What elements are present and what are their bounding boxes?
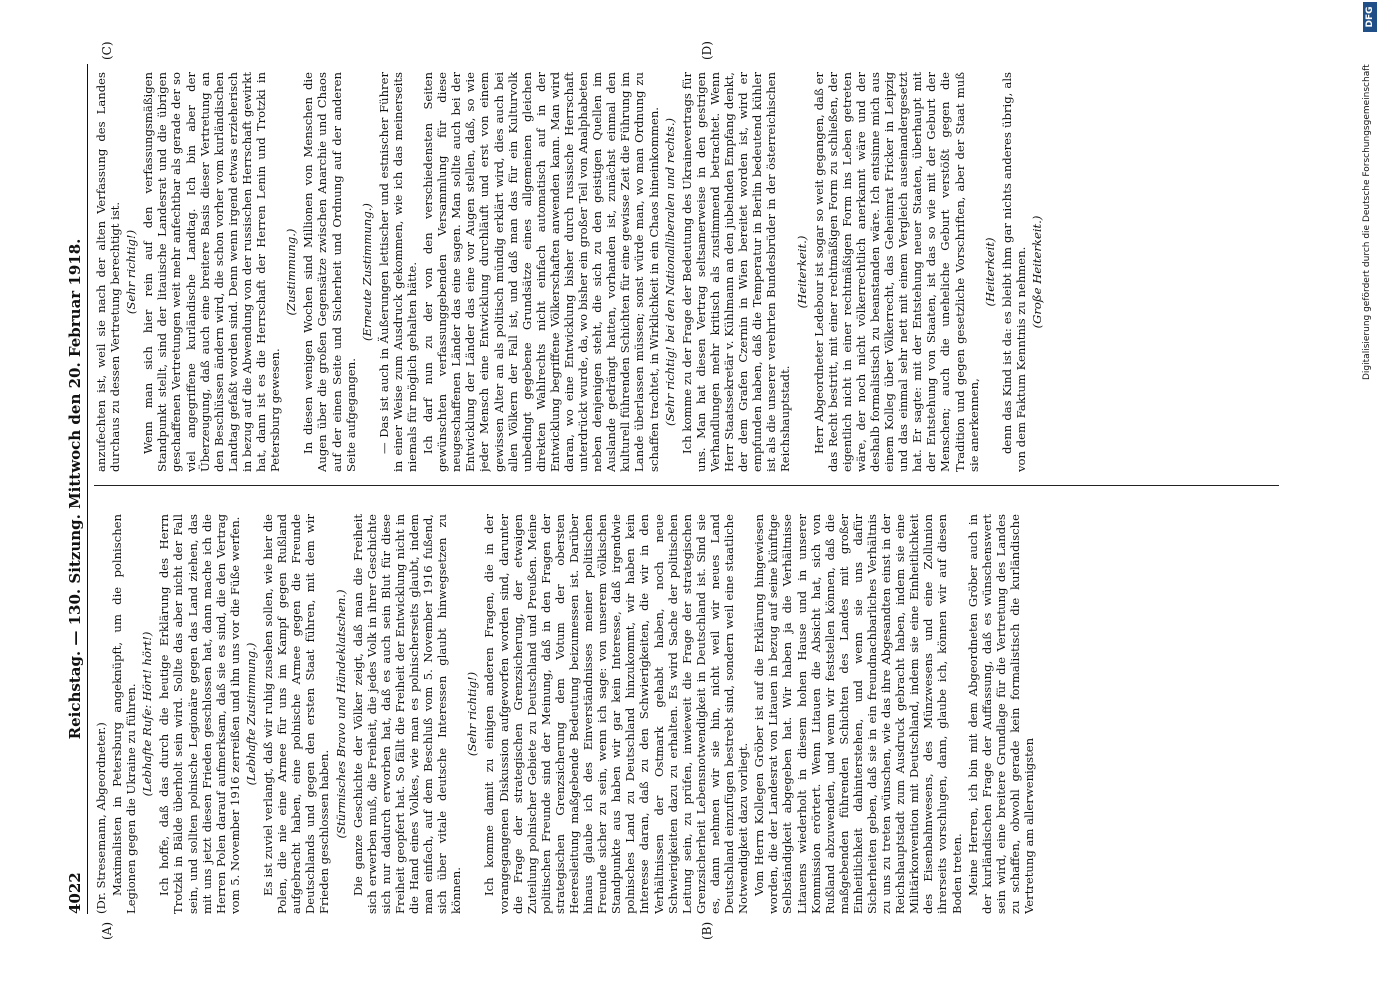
paragraph: denn das Kind ist da: es bleibt ihm gar nichts anderes übrig, als von dem Faktum Kenntnis zu nehmen. bbox=[999, 72, 1028, 472]
page-header bbox=[55, 64, 88, 914]
paragraph: Ich hoffe, daß das durch die heutige Erklärung des Herrn Trotzki in Bälde überholt sein wird. Sollte das aber nicht der Fall sein, und sollten polnische Legionäre gegen das Land ziehen, das mit uns jetzt diesen Frieden geschlossen hat, dann mache ich die Herren Polen darauf aufmerksam, daß sie es sind, die den Vertrag vom 5. November 1916 zerreißen und ihn uns vor die Füße werfen. bbox=[157, 514, 242, 914]
remark: (Zustimmung.) bbox=[284, 228, 299, 316]
margin-marker-c: (C) bbox=[100, 41, 114, 60]
dfg-logo: DFG bbox=[1363, 2, 1377, 32]
paragraph: Wenn man sich hier rein auf den verfassungsmäßigen Standpunkt stellt, sind der litauische Landesrat und die übrigen geschaffenen Vertretungen weit mehr anfechtbar als gerade der so viel angegriffene kurländische Landtag. Ich bin aber der Überzeugung, daß auch eine breitere Basis dieser Vertretung an den Beschlüssen ändern wird, die schon vorher vom kurländischen Landtag gefaßt worden sind. Denn wenn irgend etwas erzieherisch in bezug auf die Abwendung von der russischen Herrschaft gewirkt hat, dann ist es die Herrschaft der Herren Lenin und Trotzki in Petersburg gewesen. bbox=[141, 72, 283, 472]
remark: (Erneute Zustimmung.) bbox=[359, 203, 374, 341]
remark: (Sehr richtig!) bbox=[465, 671, 480, 757]
paragraph: anzufechten ist, weil sie nach der alten Verfassung des Landes durchaus zu dessen Vertretung berechtigt ist. bbox=[94, 72, 123, 472]
page-number: 4022 bbox=[66, 872, 84, 914]
paragraph: Herr Abgeordneter Ledebour ist sogar so weit gegangen, daß er das Recht bestritt, mit einer rechtmäßigen Form zu schließen, der eigentlich nicht in einer rechtmäßigen Form ins Leben getreten wäre, der noch nicht völkerrechtlich anerkannt wäre und der deshalb formalistisch zu beanstanden wäre. Ich entsinne mich aus einem Kolleg über Völkerrecht, das Geheimrat Fricker in Leipzig und das einmal sehr nett mit einem Vergleich auseinandergesetzt hat. Er sagte: mit der Entstehung neuer Staaten, überhaupt mit der Entstehung von Staaten, ist das so wie mit der Geburt der Menschen; auch die uneheliche Geburt verstößt gegen die Tradition und gegen gesetzliche Vorschriften, aber der Staat muß sie anerkennen, bbox=[811, 72, 981, 472]
remark: (Sehr richtig! bei den Nationalliberalen und rechts.) bbox=[662, 117, 677, 427]
column-divider bbox=[94, 485, 1279, 486]
margin-marker-d: (D) bbox=[700, 41, 714, 60]
paragraph: In diesen wenigen Wochen sind Millionen von Menschen die Augen über die großen Gegensätze zwischen Anarchie und Chaos auf der einen Seite und Sicherheit und Ordnung auf der anderen Seite aufgegangen. bbox=[301, 72, 358, 472]
paragraph: Meine Herren, ich bin mit dem Abgeordneten Gröber auch in der kurländischen Frage der Auffassung, daß es wünschenswert sein wird, eine breitere Grundlage für die Vertretung des Landes zu schaffen, obwohl gerade kein formalistisch die kurländische Vertretung am allerwenigsten bbox=[965, 514, 1036, 914]
paragraph: Es ist zuviel verlangt, daß wir ruhig zusehen sollen, wie hier die Polen, die nie eine Armee für uns im Kampf gegen Rußland aufgebracht haben, eine polnische Armee gegen die Freunde Deutschlands und gegen den ersten Staat führen, mit dem wir Frieden geschlossen haben. bbox=[261, 514, 332, 914]
remark: (Sehr richtig!) bbox=[124, 229, 139, 315]
speaker-line: (Dr. Stresemann, Abgeordneter.) bbox=[94, 722, 108, 914]
remark: (Lebhafte Rufe: Hört! hört!) bbox=[140, 631, 155, 797]
paragraph: Ich darf nun zu der von den verschiedensten Seiten gewünschten verfassunggebenden Versammlung für diese neugeschaffenen Länder das eine sagen. Man sollte auch bei der Entwicklung der Länder das eine vor Augen stellen, daß, so wie jeder Mensch eine Entwicklung durchläuft und erst von einem gewissen Alter an als politisch mündig erklärt wird, dies auch bei allen Völkern der Fall ist, und daß man das für ein Kulturvolk unbedingt gegebene Grundsätze eines allgemeinen gleichen direkten Wahlrechts nicht einfach automatisch auf in der Entwicklung begriffene Völkerschaften anwenden kann. Man wird daran, wo eine Entwicklung bisher durch russische Herrschaft unterdrückt wurde, da, wo bisher ein großer Teil von Analphabeten neben denjenigen steht, die sich zu den geistigen Quellen im Auslande gedrängt hatten, vorhanden ist, zunächst einmal den kulturell führenden Schichten für eine gewisse Zeit die Führung im Lande überlassen müssen; sonst würde man, wo man Ordnung zu schaffen trachtet, in Wirklichkeit in ein Chaos hineinkommen. bbox=[421, 72, 661, 472]
page-title: Reichstag. — 130. Sitzung. Mittwoch den 20. Februar 1918. bbox=[66, 238, 84, 740]
remark: (Stürmisches Bravo und Händeklatschen.) bbox=[333, 589, 348, 839]
paragraph: Vom Herrn Kollegen Gröber ist auf die Erklärung hingewiesen worden, die der Landesrat von Litauen in bezug auf seine künftige Selbständigkeit abgegeben hat. Wir haben ja die Verhältnisse Litauens wiederholt in diesem hohen Hause und in unserer Kommission erörtert. Wenn Litauen die Absicht hat, sich von Rußland abzuwenden, und wenn wir feststellen können, daß die maßgebenden führenden Schichten des Landes mit großer Einheitlichkeit dahinterstehen, und wenn sie uns dafür Sicherheiten geben, daß sie in ein freundnachbarliches Verhältnis zu uns zu treten wünschen, wie das ihre Abgesandten einst in der Reichshauptstadt zum Ausdruck gebracht haben, indem sie eine Militärkonvention mit Deutschland, indem sie eine Einheitlichkeit des Eisenbahnwesens, des Münzwesens und eine Zollunion ihrerseits vorschlugen, dann, glaube ich, können wir auf diesen Boden treten. bbox=[752, 514, 964, 914]
digitization-credit: Digitalisierung gefördert durch die Deutsche Forschungsgemeinschaft bbox=[1362, 64, 1372, 380]
paragraph: Ich komme zu der Frage der Bedeutung des Ukrainevertrags für uns. Man hat diesen Vertrag seltsamerweise in den gestrigen Verhandlungen mehr kritisch als zustimmend betrachtet. Wenn Herr Staatssekretär v. Kühlmann an den jubelnden Empfang denkt, der dem Grafen Czernin in Wien bereitet worden ist, wird er empfunden haben, daß die Temperatur in Berlin bedeutend kühler ist als die unserer verehrten Bundesbrüder in der österreichischen Reichshauptstadt. bbox=[679, 72, 793, 472]
margin-marker-a: (A) bbox=[100, 921, 114, 940]
remark: (Lebhafte Zustimmung.) bbox=[243, 642, 258, 786]
remark: (Heiterkeit.) bbox=[794, 235, 809, 309]
left-column bbox=[94, 514, 1279, 914]
right-column bbox=[94, 72, 1279, 472]
paragraph: Die ganze Geschichte der Völker zeigt, daß man die Freiheit sich erwerben muß, die Freiheit, die jedes Volk in ihrer Geschichte sich nur dadurch erworben hat, daß es auch sein Blut für diese Freiheit geopfert hat. So fällt die Freiheit der Entwicklung nicht in die Hand eines Volkes, wie man es polnischerseits glaubt, indem man einfach, auf dem Beschluß vom 5. November 1916 fußend, sich über vitale deutsche Interessen glaubt hinwegsetzen zu können. bbox=[350, 514, 464, 914]
paragraph: — Das ist auch in Äußerungen lettischer und estnischer Führer in einer Weise zum Ausdruck gekommen, wie ich das meinerseits niemals für möglich gehalten hätte. bbox=[376, 72, 419, 472]
remark: (Große Heiterkeit.) bbox=[1030, 215, 1044, 329]
margin-marker-b: (B) bbox=[700, 921, 714, 940]
remark: (Heiterkeit) bbox=[982, 237, 997, 307]
paragraph: Ich komme damit zu einigen anderen Fragen, die in der vorangegangenen Diskussion aufgeworfen worden sind, darunter die Frage der strategischen Grenzsicherung, der etwaigen Zuteilung polnischer Gebiete zu Deutschland und Preußen. Meine politischen Freunde sind der Meinung, daß in den Fragen der strategischen Grenzsicherung dem Votum der obersten Heeresleitung maßgebende Bedeutung beizumessen ist. Darüber hinaus glaube ich des Einverständnisses meiner politischen Freunde sicher zu sein, wenn ich sage: von unserem völkischen Standpunkte aus haben wir gar kein Interesse, daß irgendwie polnisches Land zu Deutschland hinzukommt, wir haben kein Interesse daran, daß zu den Schwierigkeiten, die wir in den Verhältnissen der Ostmark gehabt haben, noch neue Schwierigkeiten dazu zu erhalten. Es wird Sache der politischen Leitung sein, zu prüfen, inwieweit die Frage der strategischen Grenzsicherheit Lebensnotwendigkeit in Deutschland ist. Sind sie es, dann nehmen wir sie hin, nicht weil wir neues Land Deutschland einzufügen bestrebt sind, sondern weil eine staatliche Notwendigkeit dazu vorliegt. bbox=[482, 514, 751, 914]
paragraph: Maximalisten in Petersburg angeknüpft, um die polnischen Legionen gegen die Ukraine zu führen. bbox=[110, 514, 139, 914]
